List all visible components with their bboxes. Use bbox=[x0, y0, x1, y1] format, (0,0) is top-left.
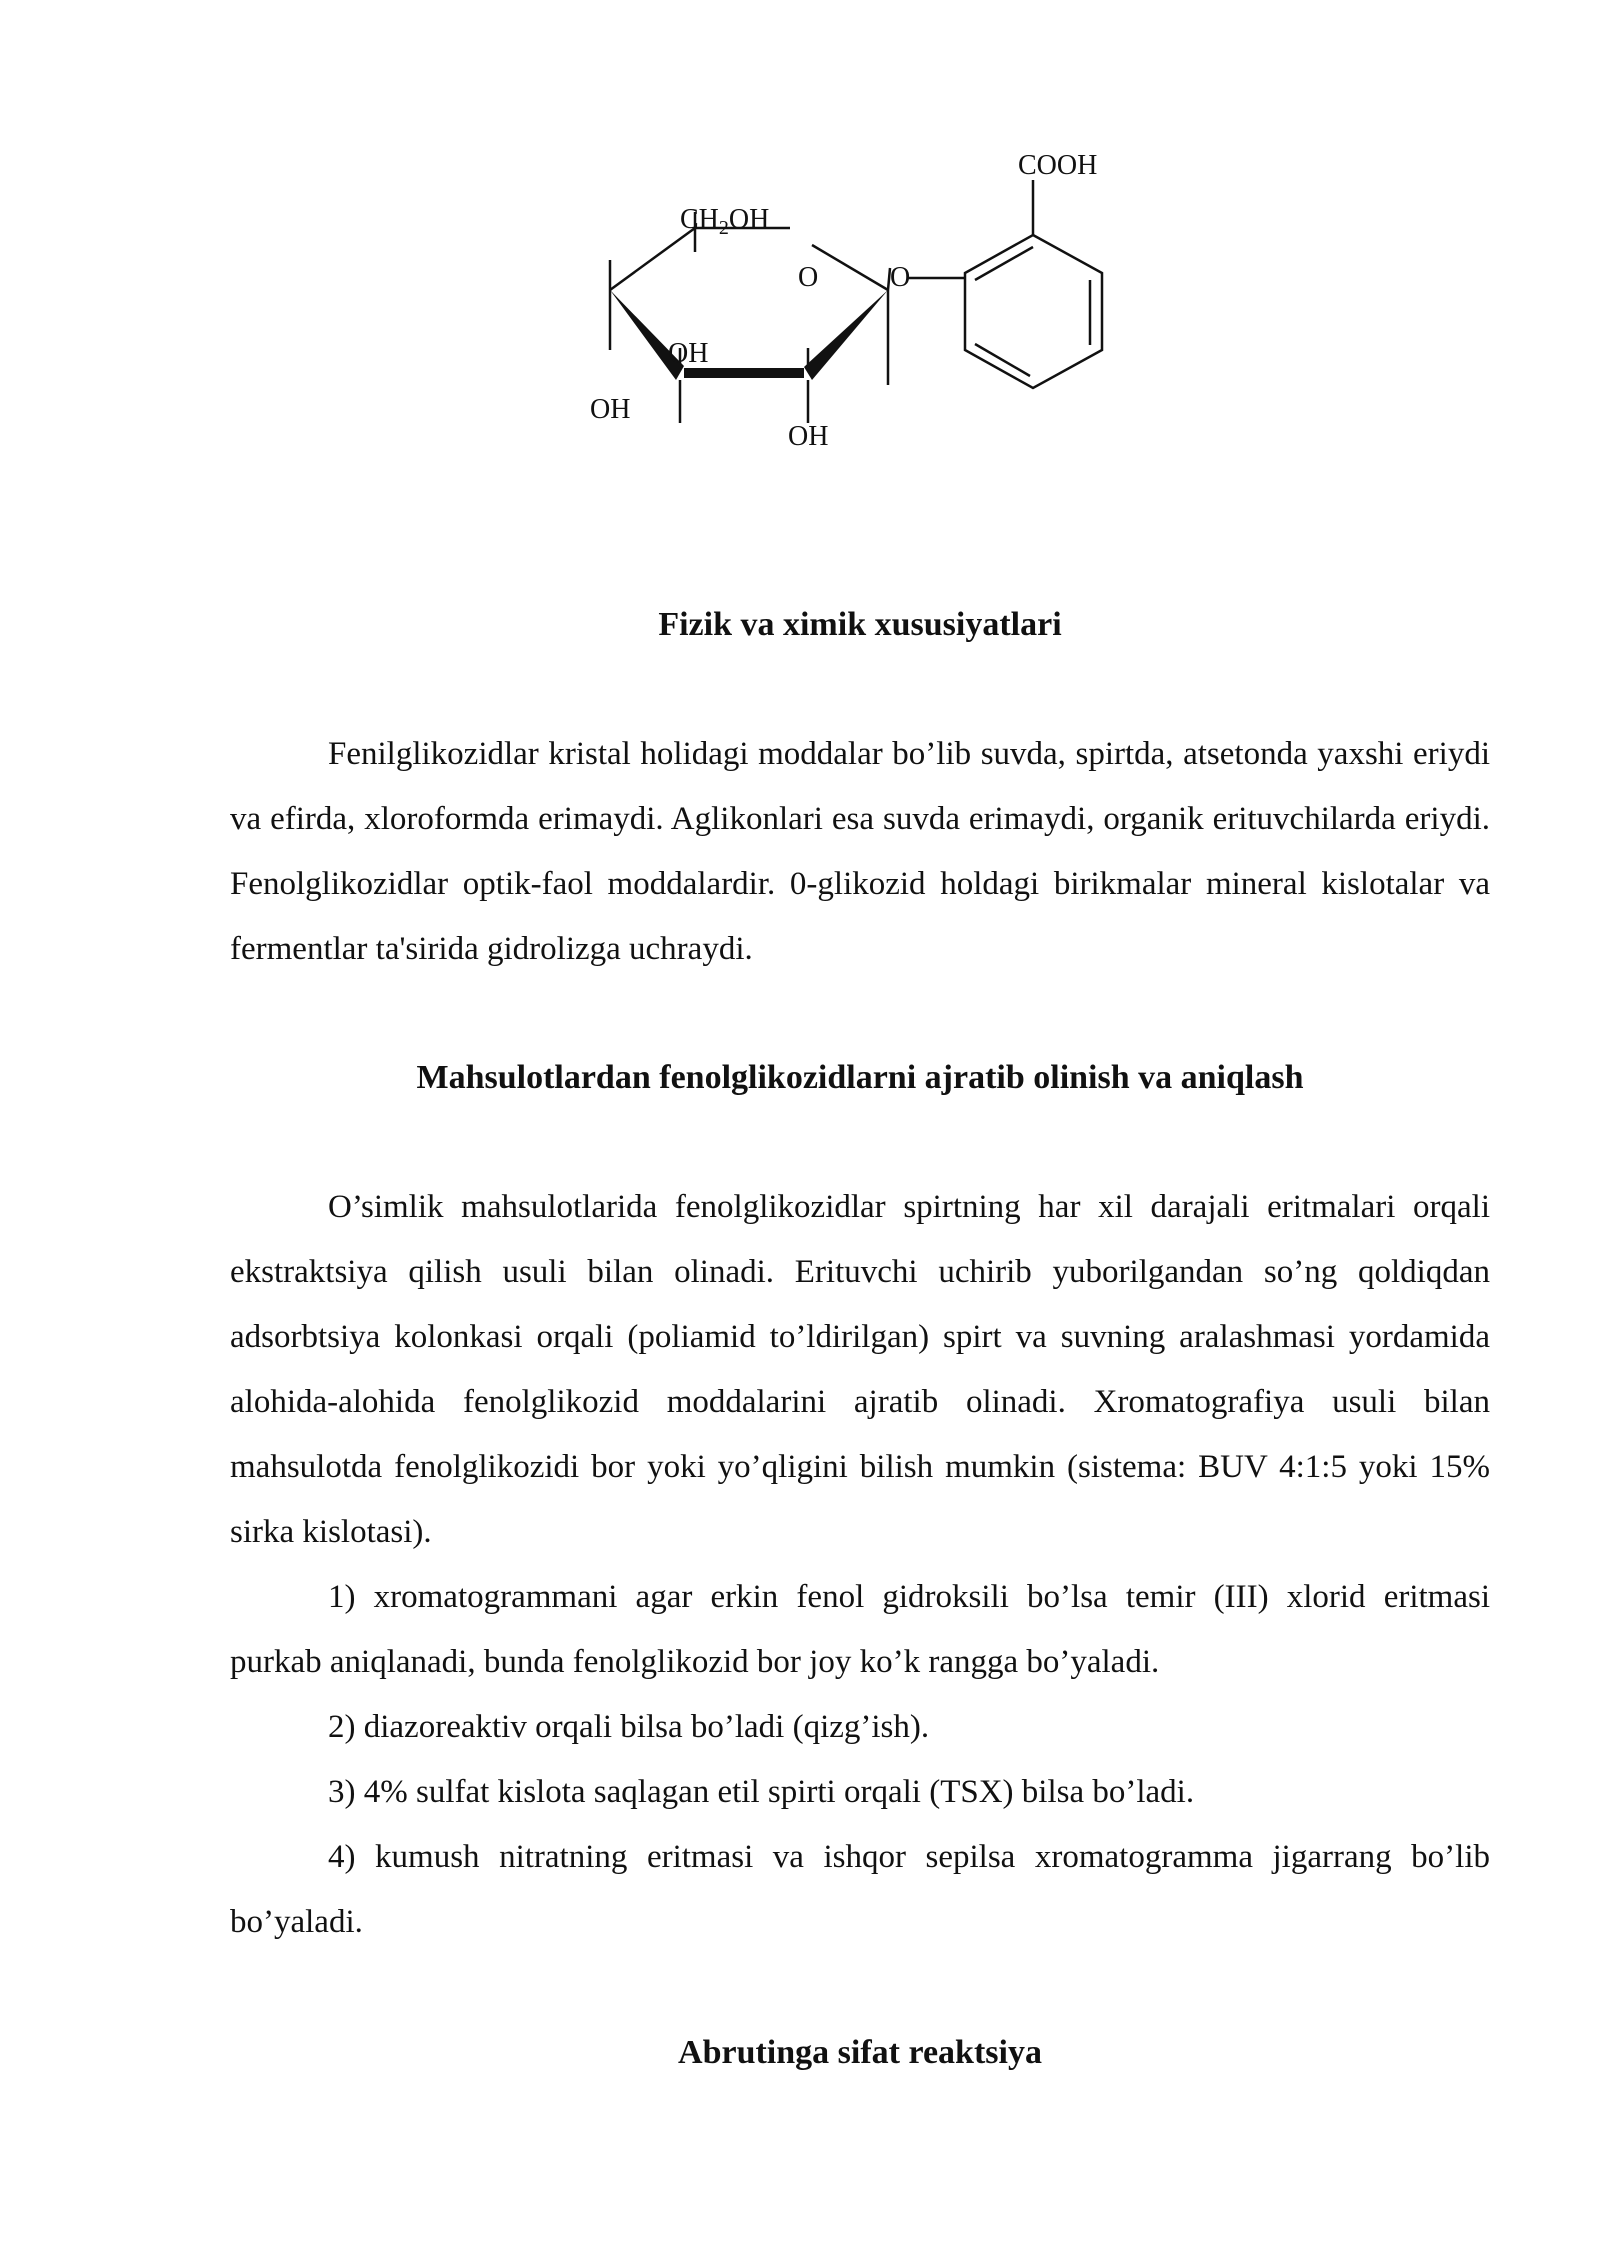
chemical-structure-figure bbox=[590, 140, 1150, 470]
ring-bond-c5-c4 bbox=[610, 228, 695, 290]
section2-item-1: 1) xromatogrammani agar erkin fenol gidroksili bo’lsa temir (III) xlorid eritmasi purkab aniqlanadi, bunda fenolglikozid bor joy ko’k rangga bo’yaladi. bbox=[230, 1579, 1490, 1680]
ch2oh-label: $CH_2OH$ bbox=[680, 204, 770, 239]
section2-item-2: 2) diazoreaktiv orqali bilsa bo’ladi (qizg’ish). bbox=[328, 1709, 930, 1745]
section2-paragraph: O’simlik mahsulotlarida fenolglikozidlar spirtning har xil darajali eritmalari orqali ekstraktsiya qilish usuli bilan olinadi. Erituvchi uchirib yuborilgandan so’ng qoldiqdan adsorbtsiya kolonkasi orqali (poliamid to’ldirilgan) spirt va suvning aralashmasi yordamida alohida-alohida fenolglikozid moddalarini ajratib olinadi. Xromatografiya usuli bilan mahsulotda fenolglikozidi bor yoki yo’qligini bilish mumkin (sistema: BUV 4:1:5 yoki 15% sirka kislotasi). bbox=[230, 1189, 1490, 1550]
section-heading-abrutin-reaction: Abrutinga sifat reaktsiya bbox=[678, 2034, 1042, 2071]
section1-body bbox=[230, 722, 1490, 982]
oh-c3-label: OH bbox=[668, 338, 709, 369]
section1-paragraph: Fenilglikozidlar kristal holidagi moddalar bo’lib suvda, spirtda, atsetonda yaxshi eriydi va efirda, xloroformda erimaydi. Aglikonlari esa suvda erimaydi, organik erituvchilarda eriydi. Fenolglikozidlar optik-faol moddalardir. 0-glikozid holdagi birikmalar mineral kislotalar va fermentlar ta'sirida gidrolizga uchraydi. bbox=[230, 736, 1490, 967]
cooh-label: COOH bbox=[1018, 150, 1098, 181]
wedge-c1-c2 bbox=[804, 290, 888, 380]
salicylic-glycoside-structure bbox=[590, 140, 1150, 470]
ring-oxygen-label: O bbox=[798, 262, 819, 293]
glycosidic-oxygen-label: O bbox=[890, 262, 911, 293]
section2-body bbox=[230, 1175, 1490, 1955]
oh-c2-label: OH bbox=[788, 421, 829, 452]
bold-c3-c2 bbox=[684, 368, 804, 378]
section2-item-3: 3) 4% sulfat kislota saqlagan etil spirti orqali (TSX) bilsa bo’ladi. bbox=[328, 1774, 1195, 1810]
ring-bond-o-c1 bbox=[812, 245, 888, 290]
section-heading-physical-chemical: Fizik va ximik xususiyatlari bbox=[658, 606, 1062, 643]
benzene-ring bbox=[965, 235, 1102, 388]
section2-item-4: 4) kumush nitratning eritmasi va ishqor sepilsa xromatogramma jigarrang bo’lib bo’yaladi. bbox=[230, 1839, 1490, 1940]
oh-c4-label: OH bbox=[590, 394, 631, 425]
section-heading-isolation: Mahsulotlardan fenolglikozidlarni ajratib olinish va aniqlash bbox=[416, 1059, 1304, 1096]
